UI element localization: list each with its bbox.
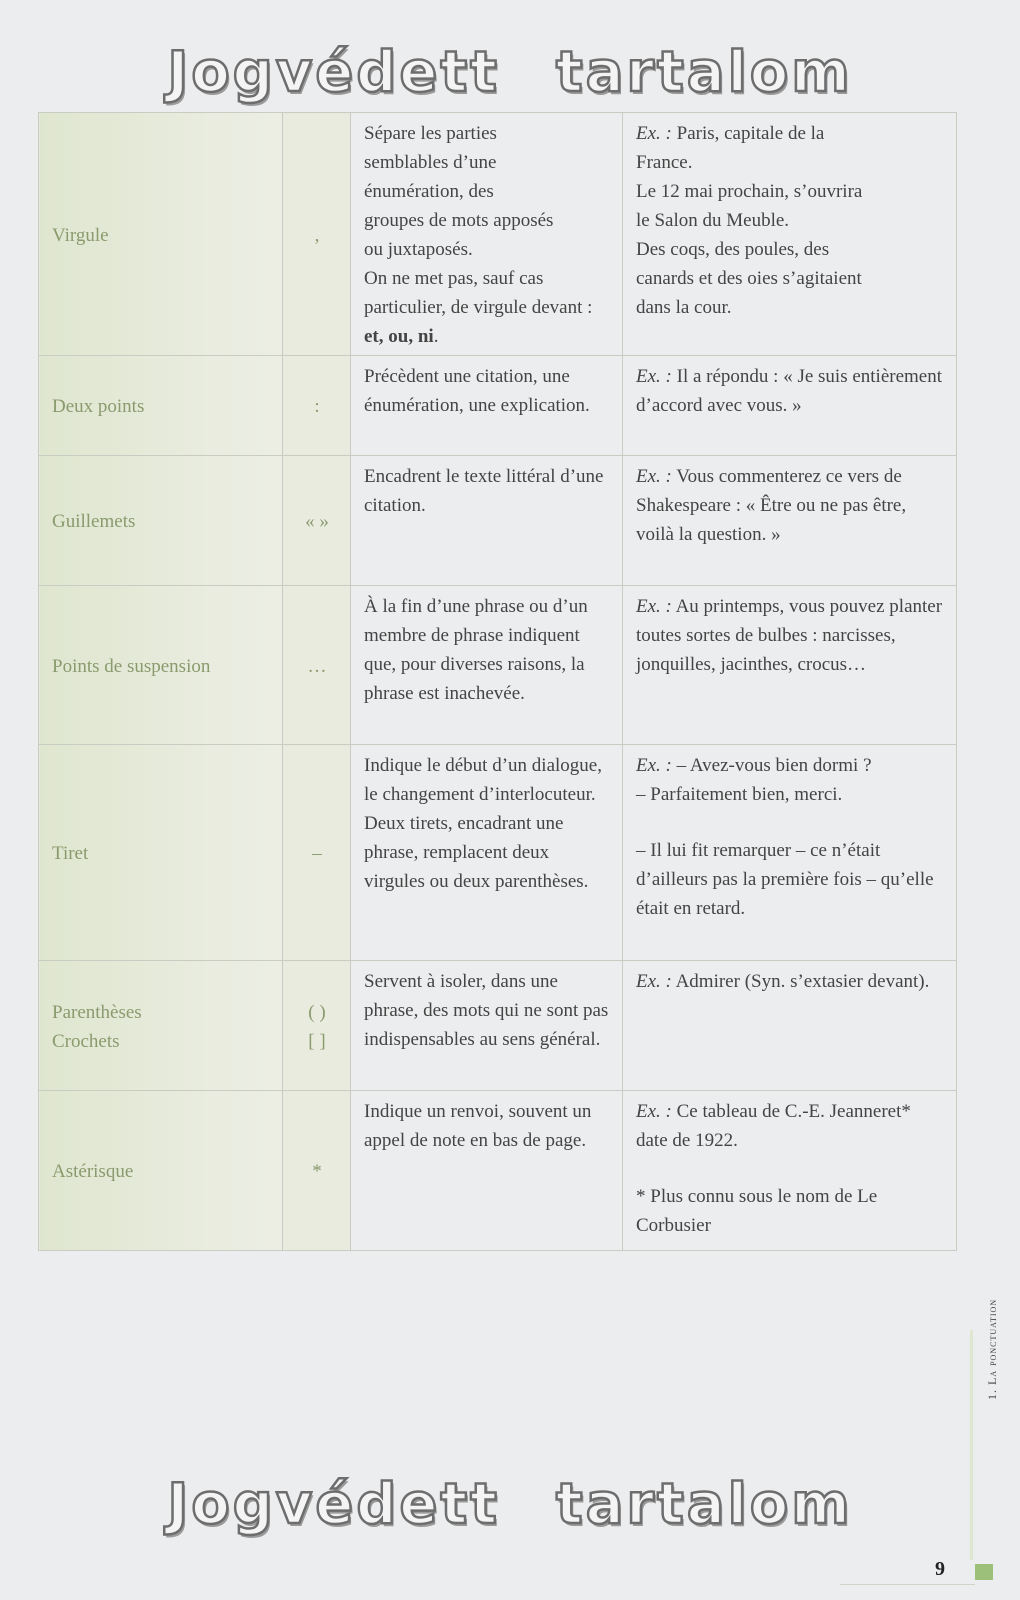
bold-conjunctions: et, ou, ni [364,326,434,347]
row-description: Servent à isoler, dans une phrase, des mots qui ne sont pas indispensables au sens général. [351,961,623,1091]
example-line: – Il lui fit remarquer – ce n’était d’ailleurs pas la première fois – qu’elle était en retard. [636,840,934,919]
symbol-line: [ ] [308,1030,326,1052]
row-symbol: – [283,745,351,961]
example-label: Ex. : [636,755,672,776]
example-line: France. [636,152,693,173]
row-name [39,961,283,1091]
row-description: Précèdent une citation, une énumération, une explication. [351,356,623,456]
example-label: Ex. : [636,1101,672,1122]
example-line: dans la cour. [636,297,732,318]
table-row [39,113,957,356]
description-line: ou juxtaposés. [364,239,473,260]
row-symbol: … [283,586,351,745]
row-example [623,113,957,356]
table-row [39,356,957,456]
example-line: – Avez-vous bien dormi ? [676,755,872,776]
example-line: canards et des oies s’agitaient [636,268,862,289]
name-line: Parenthèses [52,1001,142,1023]
example-label: Ex. : [636,596,672,617]
row-name: Deux points [39,356,283,456]
page-number: 9 [935,1558,945,1580]
watermark-word: tartalom [555,40,853,105]
watermark-word: Jogvédett [167,40,500,105]
watermark-word: tartalom [555,1472,853,1537]
symbol-line: ( ) [308,1001,326,1023]
example-label: Ex. : [636,123,672,144]
example-label: Ex. : [636,366,672,387]
example-text: Il a répondu : « Je suis entièrement d’accord avec vous. » [636,366,943,416]
table-row [39,456,957,586]
name-line: Crochets [52,1030,120,1052]
row-symbol: : [283,356,351,456]
example-line: Paris, capitale de la [676,123,825,144]
description-line: Sépare les parties [364,123,497,144]
example-line: Le 12 mai prochain, s’ouvrira [636,181,863,202]
row-example [623,961,957,1091]
row-symbol [283,961,351,1091]
footnote-text: * Plus connu sous le nom de Le Corbusier [636,1186,878,1236]
row-description: Encadrent le texte littéral d’une citation. [351,456,623,586]
description-end: . [433,326,439,347]
description-text: Indique le début d’un dialogue, le changement d’interlocuteur. [364,755,602,805]
row-name: Points de suspension [39,586,283,745]
table-row [39,745,957,961]
row-description: Indique un renvoi, souvent un appel de note en bas de page. [351,1091,623,1251]
page-marker [975,1564,993,1580]
example-line: – Parfaitement bien, merci. [636,784,843,805]
row-description: À la fin d’une phrase ou d’un membre de phrase indiquent que, pour diverses raisons, la phrase est inachevée. [351,586,623,745]
example-text: Vous commenterez ce vers de Shakespeare : « Être ou ne pas être, voilà la question. » [636,466,907,545]
row-symbol: , [283,113,351,356]
example-text: Au printemps, vous pouvez planter toutes sortes de bulbes : narcisses, jonquilles, jacinthes, crocus… [636,596,943,675]
row-name: Virgule [39,113,283,356]
chapter-label: 1. La ponctuation [985,1298,999,1400]
description-line: énumération, des [364,181,494,202]
example-text: Admirer (Syn. s’extasier devant). [675,971,930,992]
watermark-bottom [0,1472,1020,1537]
row-example [623,586,957,745]
row-example [623,356,957,456]
example-label: Ex. : [636,466,672,487]
row-name: Guillemets [39,456,283,586]
description-line: semblables d’une [364,152,497,173]
example-label: Ex. : [636,971,672,992]
table-row [39,961,957,1091]
row-name: Astérisque [39,1091,283,1251]
example-line: le Salon du Meuble. [636,210,790,231]
example-line: Des coqs, des poules, des [636,239,830,260]
row-example [623,1091,957,1251]
row-symbol: « » [283,456,351,586]
row-symbol: * [283,1091,351,1251]
row-description [351,745,623,961]
row-example [623,745,957,961]
example-line: Ce tableau de C.-E. Jeanneret* date de 1922. [636,1101,911,1151]
watermark-word: Jogvédett [167,1472,500,1537]
row-description [351,113,623,356]
punctuation-table [38,112,957,1251]
table-row [39,586,957,745]
watermark-top [0,40,1020,105]
description-line: On ne met pas, sauf cas particulier, de virgule devant : [364,268,593,318]
description-text: Deux tirets, encadrant une phrase, remplacent deux virgules ou deux parenthèses. [364,813,589,892]
footer-rule [840,1584,975,1585]
description-line: groupes de mots apposés [364,210,554,231]
row-example [623,456,957,586]
row-name: Tiret [39,745,283,961]
table-row [39,1091,957,1251]
